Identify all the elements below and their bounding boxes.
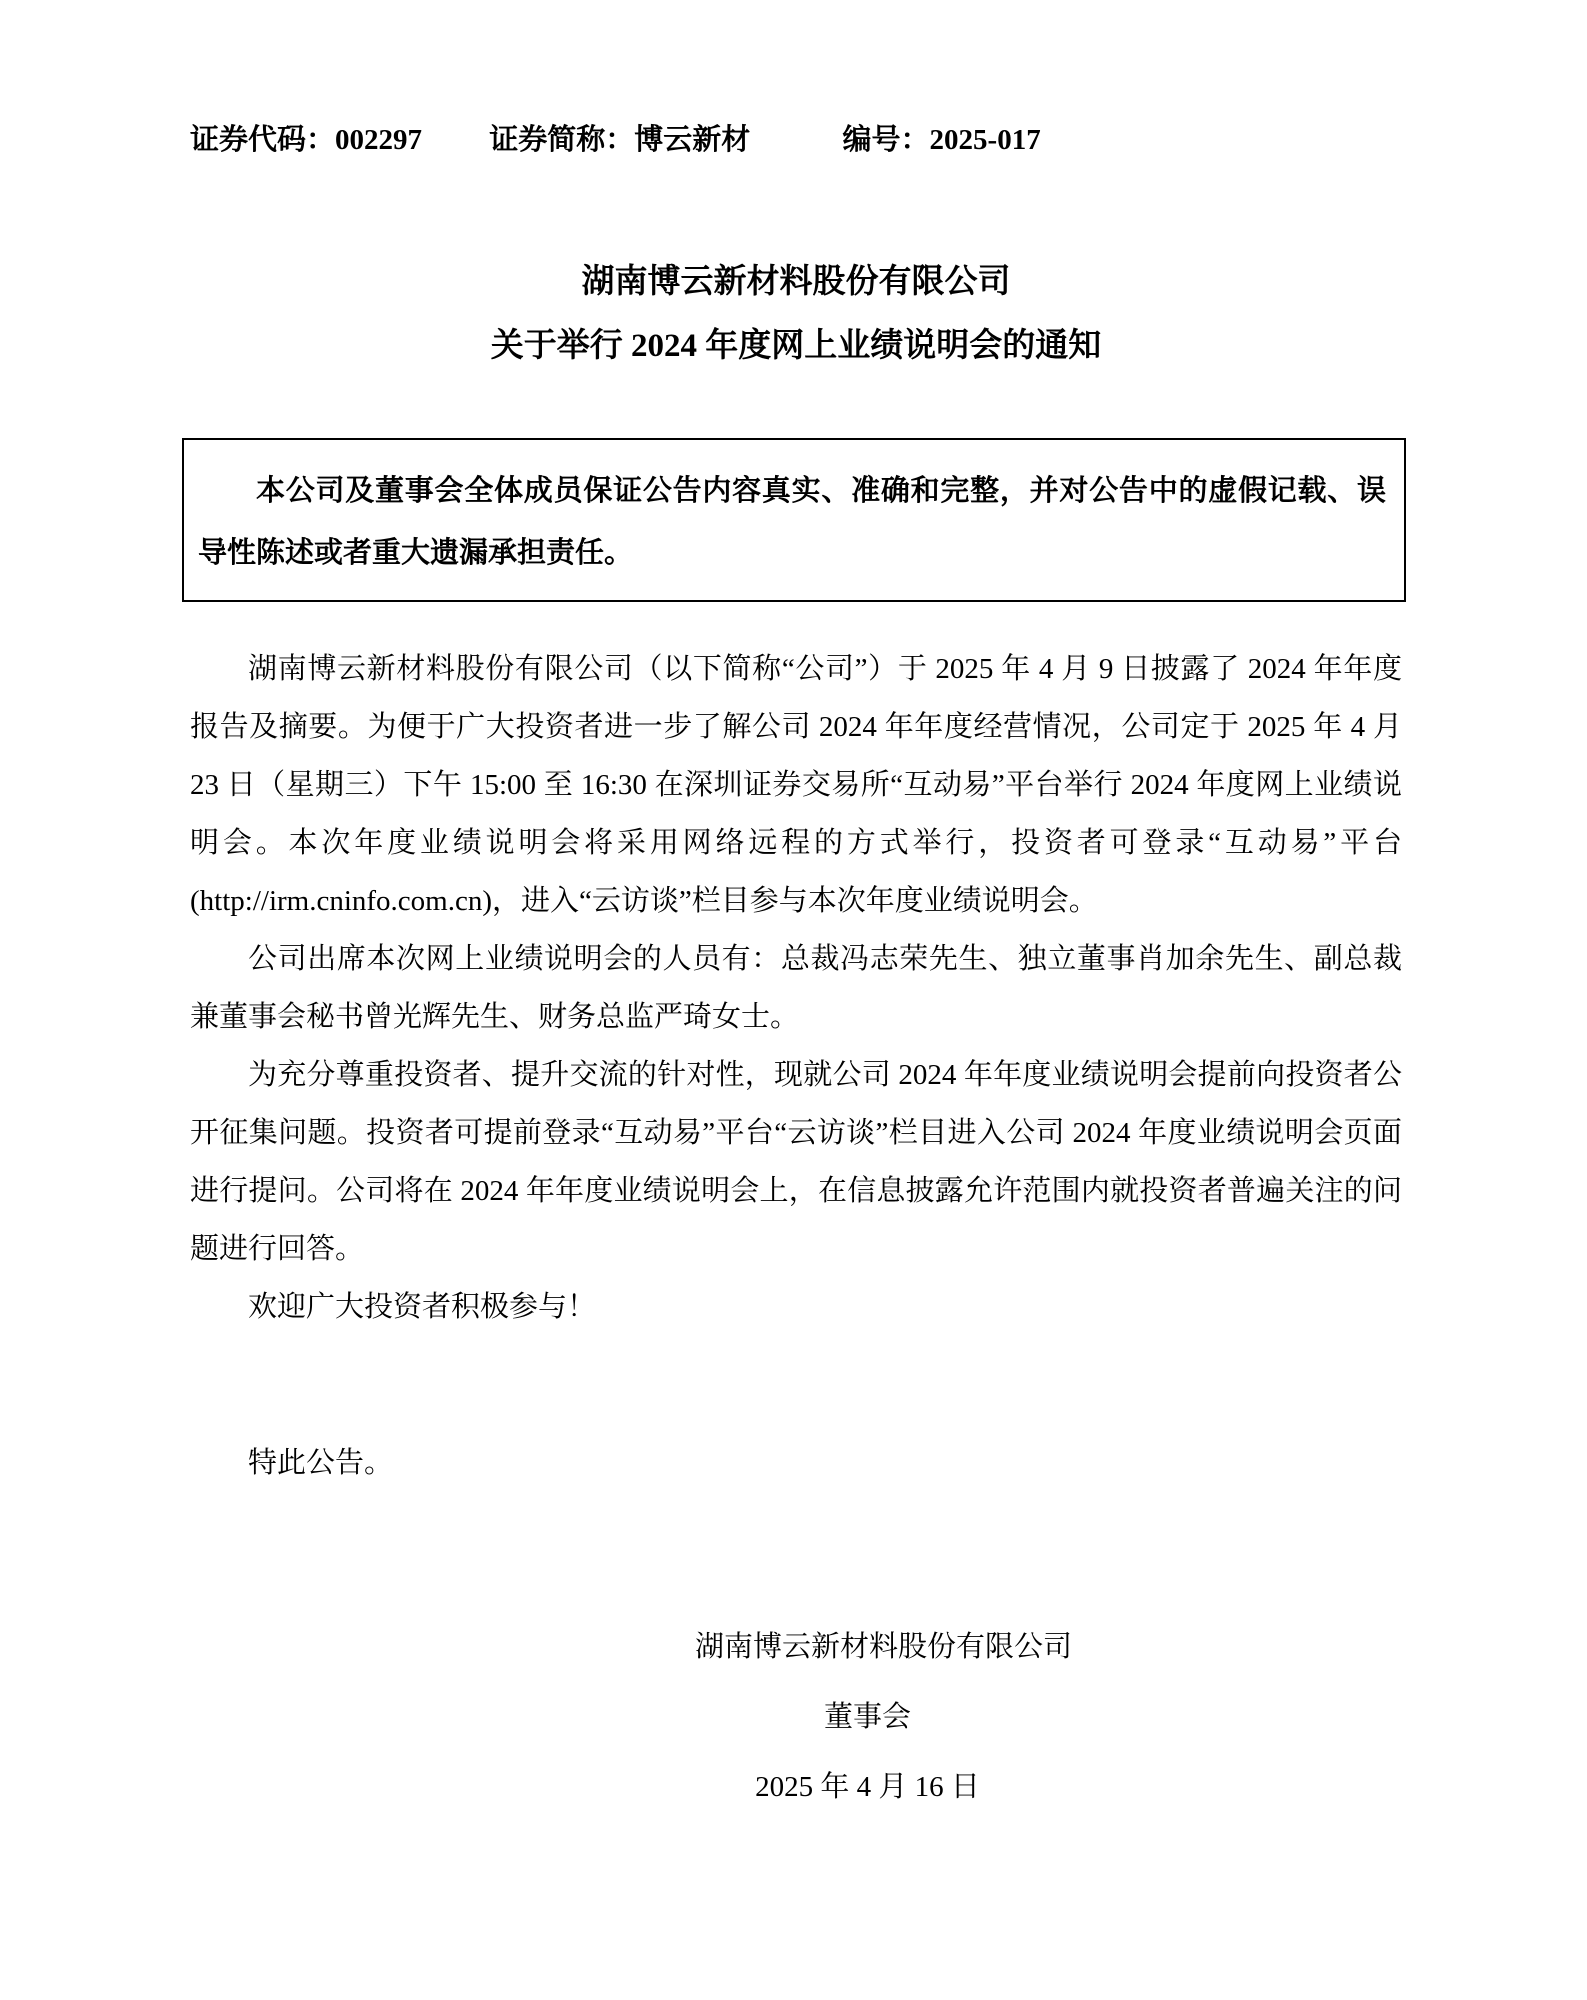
paragraph-attendees: 公司出席本次网上业绩说明会的人员有：总裁冯志荣先生、独立董事肖加余先生、副总裁兼董事会秘书曾光辉先生、财务总监严琦女士。	[190, 943, 1402, 1033]
signature-company: 湖南博云新材料股份有限公司	[695, 1631, 1073, 1663]
signature-block	[695, 1612, 1073, 1822]
page-content	[190, 0, 1402, 1822]
document-title	[190, 250, 1402, 378]
company-name-title: 湖南博云新材料股份有限公司	[581, 264, 1011, 300]
paragraph-welcome: 欢迎广大投资者积极参与！	[248, 1291, 597, 1323]
securities-header	[190, 122, 1402, 158]
disclaimer-text: 本公司及董事会全体成员保证公告内容真实、准确和完整，并对公告中的虚假记载、误导性陈述或者重大遗漏承担责任。	[198, 475, 1386, 569]
paragraph-question-collection: 为充分尊重投资者、提升交流的针对性，现就公司 2024 年年度业绩说明会提前向投资者公开征集问题。投资者可提前登录“互动易”平台“云访谈”栏目进入公司 2024 年度业绩说明会页面进行提问。公司将在 2024 年年度业绩说明会上，在信息披露允许范围内就投资者普遍关注的问题进行回答。	[190, 1059, 1402, 1265]
closing-statement: 特此公告。	[248, 1447, 394, 1479]
disclaimer-box	[182, 438, 1406, 602]
securities-code: 证券代码：002297	[190, 124, 423, 156]
signature-board: 董事会	[823, 1701, 911, 1733]
securities-abbreviation: 证券简称：博云新材	[489, 124, 751, 156]
announcement-body	[190, 640, 1402, 1336]
signature-date: 2025 年 4 月 16 日	[755, 1771, 980, 1803]
notice-subject-title: 关于举行 2024 年度网上业绩说明会的通知	[490, 328, 1102, 364]
paragraph-meeting-info: 湖南博云新材料股份有限公司（以下简称“公司”）于 2025 年 4 月 9 日披露了 2024 年年度报告及摘要。为便于广大投资者进一步了解公司 2024 年年度经营情况，公司定于 2025 年 4 月 23 日（星期三）下午 15:00 至 16:30 在深圳证券交易所“互动易”平台举行 2024 年度网上业绩说明会。本次年度业绩说明会将采用网络远程的方式举行，投资者可登录“互动易”平台(http://irm.cninfo.com.cn)，进入“云访谈”栏目参与本次年度业绩说明会。	[190, 653, 1402, 917]
announcement-number: 编号：2025-017	[842, 124, 1041, 156]
